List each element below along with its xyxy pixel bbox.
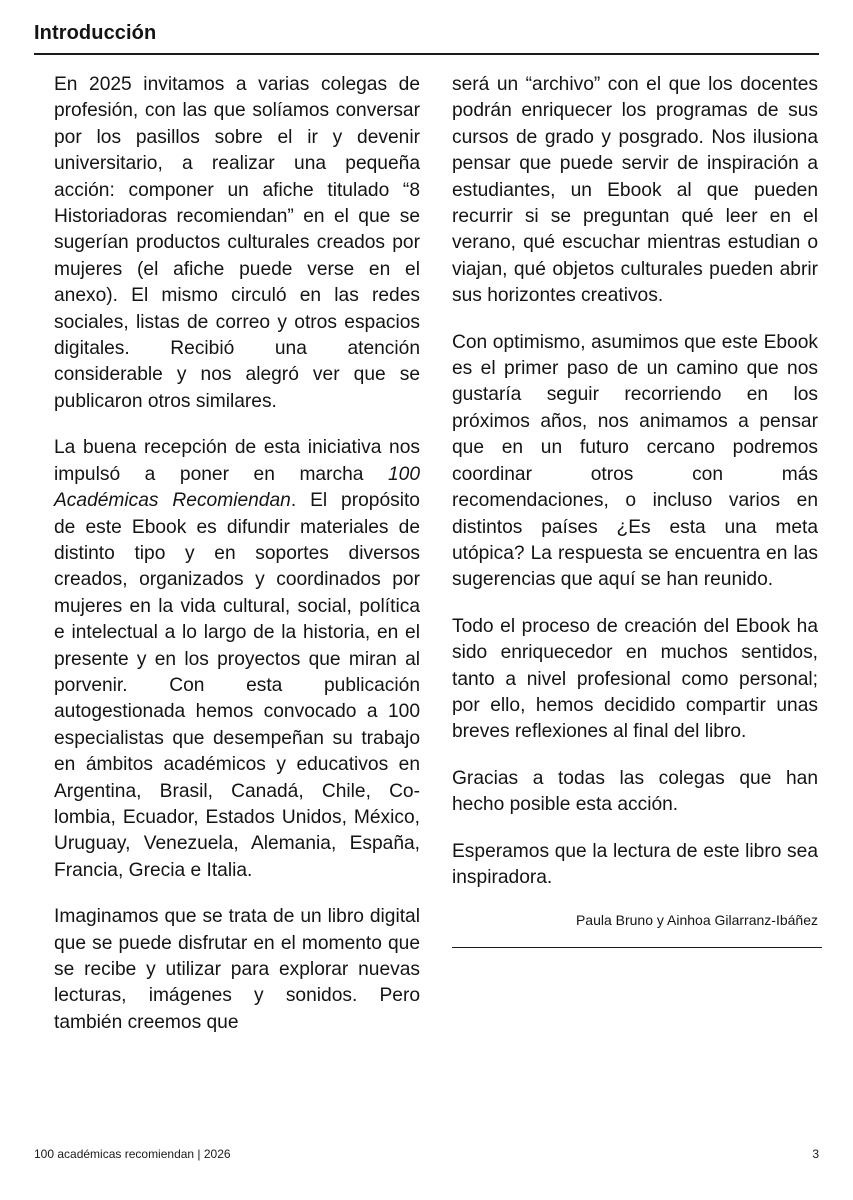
paragraph-5: Todo el proceso de creación del Ebook ha sido enriquecedor en muchos sentidos, tanto a nivel profesional como personal; por ello, hemos decidido compartir unas breves reflexiones al final del libro. <box>452 615 818 743</box>
paragraph-2-text-b: . El propósito de este Ebook es difundir materiales de distinto tipo y en soportes diversos creados, organizados y coordinados por mujeres en la vida cultural, social, política e intelectual a lo largo de la historia, en el presente y en los proyectos que miran al porvenir. Con esta publicación autogestionada hemos convocado a 100 especialistas que desempeñan su trabajo en ámbitos académicos y educativos en Argentina, Brasil, Canadá, Chile, Colombia, Ecuador, Estados Unidos, México, Uruguay, Venezuela, Alemania, España, Francia, Grecia e Italia. <box>54 490 420 881</box>
paragraph-3: Imaginamos que se trata de un libro digital que se puede disfrutar en el momento que se recibe y utilizar para explorar nuevas lecturas, imágenes y sonidos. Pero también creemos que <box>54 906 420 1033</box>
footer-publication: 100 académicas recomiendan | 2026 <box>34 1147 231 1161</box>
page-header <box>34 22 819 55</box>
paragraph-4: Con optimismo, asumimos que este Ebook es el primer paso de un camino que nos gustaría seguir recorriendo en los próximos años, nos animamos a pensar que en un futuro cercano podremos coordinar otros con más recomendaciones, o incluso varios en distintos países ¿Es esta una meta utópica? La respuesta se encuentra en las sugerencias que aquí se han reunido. <box>452 331 818 591</box>
signature-rule <box>452 947 822 948</box>
page-number: 3 <box>812 1147 819 1161</box>
left-column <box>54 72 420 1056</box>
paragraph-6: Gracias a todas las colegas que han hecho posible esta acción. <box>452 767 818 816</box>
paragraph-3-continued: será un “archivo” con el que los docentes podrán enriquecer los programas de sus cursos de grado y posgrado. Nos ilusiona pensar que puede servir de inspiración a estudiantes, un Ebook al que pueden recurrir si se preguntan qué leer en el verano, qué escuchar mientras estudian o viajan, qué objetos culturales pueden abrir sus horizontes creativos. <box>452 74 818 307</box>
book-title: 100 Académicas Recomiendan <box>54 463 420 512</box>
paragraph-1: En 2025 invitamos a varias colegas de profesión, con las que solíamos conversar por los pasillos sobre el ir y devenir universitario, a realizar una pequeña acción: componer un afiche titulado “8 Historiadoras recomiendan” en el que se sugerían productos culturales creados por mujeres (el afiche puede verse en el anexo). El mismo circuló en las redes sociales, listas de correo y otros espacios digitales. Recibió una atención considerable y nos alegró ver que se publicaron otros similares. <box>54 74 420 412</box>
paragraph-7: Esperamos que la lectura de este libro sea inspiradora. <box>452 840 818 888</box>
page-footer <box>34 1147 819 1161</box>
paragraph-2 <box>54 435 420 884</box>
section-title: Introducción <box>34 22 157 44</box>
right-column <box>452 72 818 948</box>
signature: Paula Bruno y Ainhoa Gilarranz-Ibáñez <box>575 912 818 929</box>
paragraph-2-text-a: La buena recepción de esta iniciativa nos impulsó a poner en marcha <box>54 437 420 485</box>
